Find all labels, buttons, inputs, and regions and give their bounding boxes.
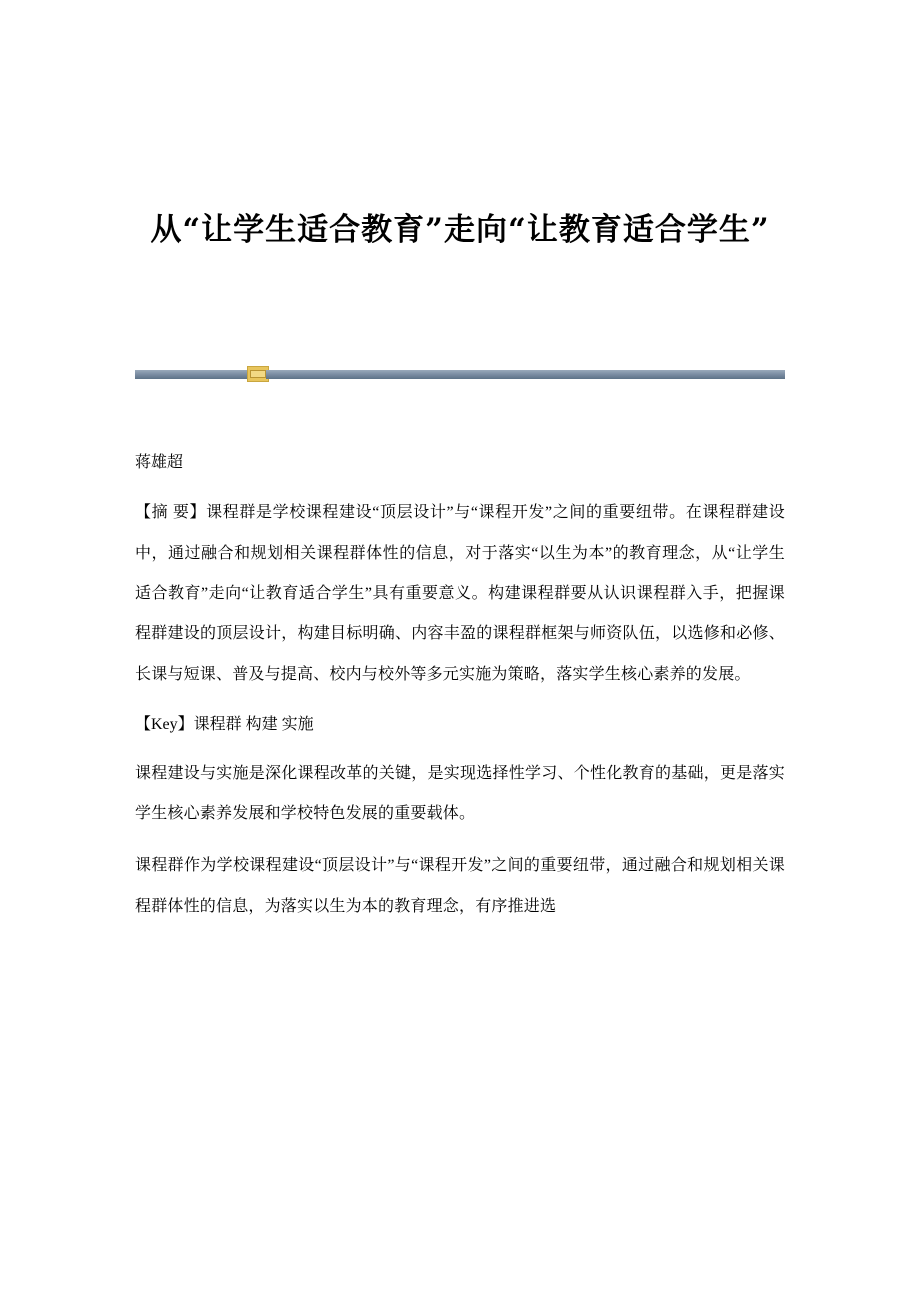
author-name: 蒋雄超: [135, 454, 184, 472]
body-paragraph-2: 课程群作为学校课程建设“顶层设计”与“课程开发”之间的重要纽带，通过融合和规划相关课程群体性的信息，为落实以生为本的教育理念，有序推进选: [135, 857, 785, 915]
document-body: [135, 447, 785, 927]
abstract-paragraph: 【摘 要】课程群是学校课程建设“顶层设计”与“课程开发”之间的重要纽带。在课程群建设中，通过融合和规划相关课程群体性的信息，对于落实“以生为本”的教育理念，从“让学生适合教育”走向“让教育适合学生”具有重要意义。构建课程群要从认识课程群入手，把握课程群建设的顶层设计，构建目标明确、内容丰盈的课程群框架与师资队伍，以选修和必修、长课与短课、普及与提高、校内与校外等多元实施为策略，落实学生核心素养的发展。: [135, 504, 785, 683]
page-title: 从“让学生适合教育”走向“让教育适合学生”: [150, 212, 770, 248]
decorative-divider: [135, 366, 785, 382]
body-paragraph-1: 课程建设与实施是深化课程改革的关键，是实现选择性学习、个性化教育的基础，更是落实学生核心素养发展和学校特色发展的重要载体。: [135, 764, 785, 823]
divider-bar-right: [266, 370, 785, 379]
keywords-paragraph: 【Key】课程群 构建 实施: [135, 716, 314, 733]
divider-bar-left: [135, 370, 250, 379]
